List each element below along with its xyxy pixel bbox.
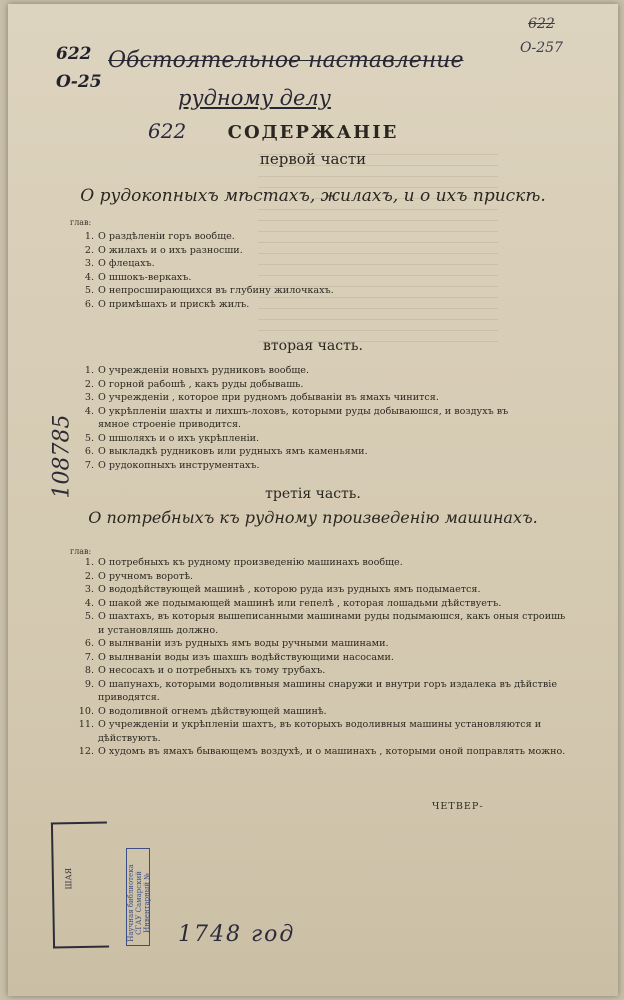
handwritten-date: 1748 год <box>178 922 296 947</box>
glav-label: глав: <box>70 218 92 227</box>
toc-entry-text: О непросширающихся въ глубину жилочкахъ. <box>98 285 334 296</box>
toc-entry-number: 1. <box>84 365 94 376</box>
toc-entry-text: О укрѣпленiи шахты и лихшъ-лоховъ, которыми руды добываюшся, и воздухъ въ ямное строенiе приводится. <box>98 405 509 430</box>
handwritten-code: О-25 <box>56 72 102 92</box>
toc-entry <box>84 284 518 298</box>
toc-entry <box>84 637 568 651</box>
toc-entry-number: 2. <box>84 378 94 390</box>
toc-entry <box>84 651 568 665</box>
section-title: вторая часть. <box>263 338 363 354</box>
toc-entry-number: 8. <box>84 665 94 676</box>
toc-entry-text: О шапунахъ, которыми водоливныя машины снаружи и внутри горъ издалека въ дѣйствiе приводятся. <box>98 678 557 703</box>
toc-entry-text: О несосахъ и о потребныхъ къ тому трубахъ. <box>98 665 326 676</box>
toc-part-3 <box>78 556 568 759</box>
toc-entry <box>84 244 518 258</box>
toc-entry <box>84 405 538 432</box>
handwritten-title-line-2: рудному делу <box>178 86 331 110</box>
handwritten-code: 622 <box>56 44 92 64</box>
toc-entry <box>84 570 568 584</box>
toc-entry-number: 4. <box>84 271 94 283</box>
toc-entry-text: О потребныхъ къ рудному произведенiю машинахъ вообще. <box>98 557 403 568</box>
section-title: третiя часть. <box>265 486 361 502</box>
toc-entry-text: О шахтахъ, въ которыя вышеписанными машинами руды подымаюшся, какъ оныя строишь и установляшь должно. <box>98 611 566 636</box>
toc-entry-number: 2. <box>84 244 94 256</box>
toc-entry-text: О вододѣйствующей машинѣ , которою руда изъ рудныхъ ямъ подымается. <box>98 584 481 595</box>
toc-entry-number: 7. <box>84 651 94 663</box>
toc-entry-number: 2. <box>84 570 94 582</box>
toc-entry-number: 10. <box>78 705 94 717</box>
toc-entry-text: О шшоляхъ и о ихъ укрѣпленiи. <box>98 432 260 444</box>
toc-entry-text: О флецахъ. <box>98 258 155 269</box>
toc-entry-number: 4. <box>84 405 94 417</box>
toc-entry-number: 3. <box>84 392 94 403</box>
toc-entry-text: О вылнванiи воды изъ шахшъ водѣйствующими насосами. <box>98 651 394 663</box>
toc-entry-text: О водоливной огнемъ дѣйствующей машинѣ. <box>98 705 327 717</box>
toc-entry <box>84 257 518 271</box>
toc-entry <box>84 556 568 570</box>
part-subtitle: О рудокопныхъ мѣстахъ, жилахъ, и о ихъ прискѣ. <box>80 186 546 206</box>
toc-entry <box>84 378 538 392</box>
toc-entry <box>84 432 538 446</box>
toc-entry-text: О жилахъ и о ихъ разносши. <box>98 244 243 256</box>
toc-part-1 <box>84 230 518 311</box>
toc-entry-number: 4. <box>84 597 94 609</box>
toc-entry-text: О учрежденiи , которое при рудномъ добыванiи въ ямахъ чинится. <box>98 392 439 403</box>
toc-entry-text: О худомъ въ ямахъ бывающемъ воздухѣ, и о машинахъ , которыми оной поправлять можно. <box>98 746 566 757</box>
shelf-code-left <box>56 40 102 96</box>
toc-entry-text: О раздѣленiи горъ вообще. <box>98 231 235 242</box>
toc-entry-number: 5. <box>84 611 94 622</box>
toc-entry-number: 12. <box>78 746 94 757</box>
content-heading: СОДЕРЖАНIЕ <box>227 122 399 143</box>
archive-stamp <box>51 822 109 949</box>
toc-entry-number: 5. <box>84 285 94 296</box>
handwritten-code: 622 <box>528 16 555 32</box>
toc-entry <box>84 664 568 678</box>
toc-entry <box>84 271 518 285</box>
toc-entry-text: О шшокъ-веркахъ. <box>98 271 192 283</box>
toc-entry <box>84 298 518 312</box>
toc-entry-text: О примѣшахъ и прискѣ жилъ. <box>98 298 250 310</box>
toc-entry-number: 7. <box>84 459 94 471</box>
toc-entry <box>84 364 538 378</box>
toc-entry <box>84 583 568 597</box>
toc-entry <box>78 745 568 759</box>
toc-entry-number: 1. <box>84 557 94 568</box>
handwritten-side-number: 108785 <box>49 414 75 499</box>
toc-entry-text: О ручномъ воротѣ. <box>98 570 194 582</box>
toc-part-2 <box>84 364 538 472</box>
glav-label: глав: <box>70 547 92 556</box>
toc-entry-number: 6. <box>84 638 94 649</box>
toc-entry <box>78 718 568 745</box>
toc-entry-text: О учрежденiи новыхъ рудниковъ вообще. <box>98 365 309 376</box>
toc-entry-number: 1. <box>84 231 94 242</box>
toc-entry <box>84 597 568 611</box>
toc-entry-number: 3. <box>84 584 94 595</box>
toc-entry-number: 11. <box>78 719 94 730</box>
part-heading: первой части <box>259 150 367 168</box>
toc-entry-text: О шакой же подымающей машинѣ или гепелѣ , которая лошадьми дѣйствуетъ. <box>98 597 502 609</box>
toc-entry-number: 3. <box>84 258 94 269</box>
archive-stamp-text: ШАЯ <box>64 867 74 890</box>
shelf-code-right <box>520 12 563 60</box>
toc-entry-text: О рудокопныхъ инструментахъ. <box>98 459 260 471</box>
toc-entry <box>84 610 568 637</box>
toc-entry <box>84 230 518 244</box>
toc-entry <box>84 391 538 405</box>
handwritten-code: О-257 <box>520 40 563 56</box>
toc-entry <box>84 445 538 459</box>
toc-entry-text: О вылнванiи изъ рудныхъ ямъ воды ручными машинами. <box>98 638 389 649</box>
library-stamp <box>126 848 150 946</box>
toc-entry <box>78 705 568 719</box>
toc-entry-number: 6. <box>84 446 94 457</box>
library-stamp-text: Научная библиотека СГАУ Самарский Инвентарный № <box>127 864 151 942</box>
toc-entry-number: 9. <box>84 678 94 690</box>
toc-entry-text: О выкладкѣ рудниковъ или рудныхъ ямъ каменьями. <box>98 446 368 457</box>
document-page <box>8 4 618 996</box>
toc-entry <box>84 678 568 705</box>
toc-entry-number: 5. <box>84 432 94 444</box>
catchword: ЧЕТВЕР- <box>432 801 484 812</box>
toc-entry <box>84 459 538 473</box>
toc-entry-number: 6. <box>84 298 94 310</box>
section-subtitle: О потребныхъ къ рудному произведенiю машинахъ. <box>88 508 538 527</box>
toc-entry-text: О учрежденiи и укрѣпленiи шахтъ, въ которыхъ водоливныя машины установляются и дѣйствуютъ. <box>98 719 542 744</box>
toc-entry-text: О горной рабошѣ , какъ руды добывашь. <box>98 378 304 390</box>
handwritten-title-line-1: Обстоятельное наставление <box>108 48 464 73</box>
handwritten-number: 622 <box>148 119 187 143</box>
